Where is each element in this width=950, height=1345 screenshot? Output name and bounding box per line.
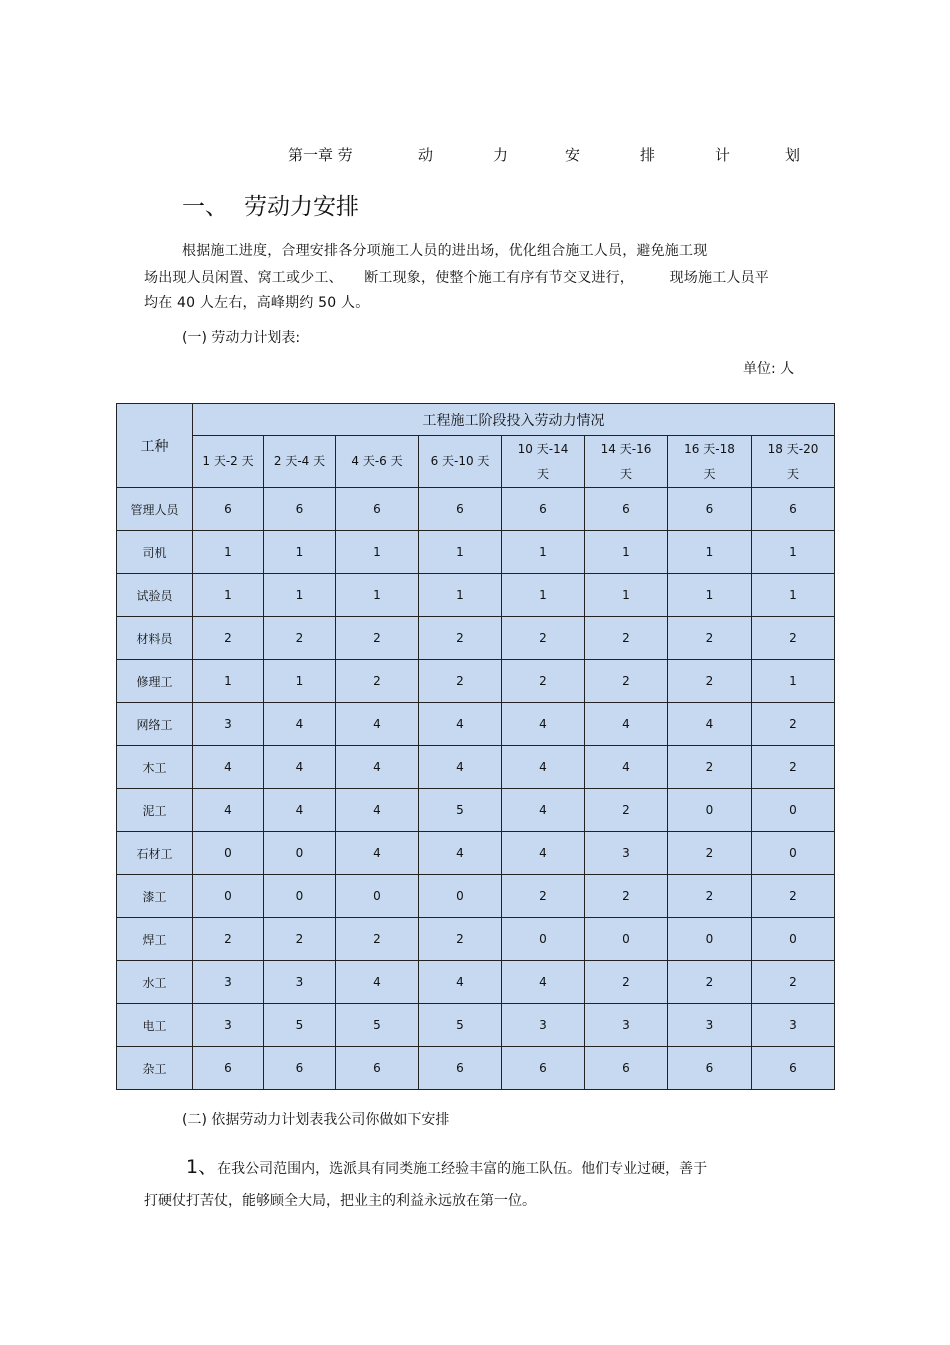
headcount-cell: 5: [336, 1004, 419, 1047]
headcount-cell: 6: [193, 488, 264, 531]
headcount-cell: 4: [193, 746, 264, 789]
period-header: [502, 436, 585, 488]
period-header: [193, 436, 264, 488]
headcount-cell: 2: [502, 660, 585, 703]
headcount-cell: 0: [668, 789, 752, 832]
table-row: [117, 703, 835, 746]
headcount-cell: 4: [419, 832, 502, 875]
group-header: 工程施工阶段投入劳动力情况: [193, 404, 835, 436]
trade-column-header: 工种: [117, 404, 193, 488]
chapter-title-char: 力: [493, 146, 509, 164]
subsection-heading: (一) 劳动力计划表:: [182, 330, 301, 346]
trade-name-cell: 电工: [117, 1004, 193, 1047]
headcount-cell: 0: [193, 875, 264, 918]
headcount-cell: 3: [193, 703, 264, 746]
headcount-cell: 1: [419, 574, 502, 617]
headcount-cell: 3: [264, 961, 336, 1004]
period-header: [336, 436, 419, 488]
headcount-cell: 2: [752, 617, 835, 660]
intro-line: 均在 40 人左右，高峰期约 50 人。: [144, 295, 370, 311]
headcount-cell: 2: [419, 617, 502, 660]
subsection-heading: (二) 依据劳动力计划表我公司你做如下安排: [182, 1112, 450, 1128]
trade-name-cell: 水工: [117, 961, 193, 1004]
table-row: [117, 1047, 835, 1090]
headcount-cell: 1: [585, 531, 668, 574]
headcount-cell: 6: [264, 1047, 336, 1090]
headcount-cell: 5: [419, 789, 502, 832]
headcount-cell: 2: [585, 617, 668, 660]
headcount-cell: 4: [502, 961, 585, 1004]
headcount-cell: 4: [502, 703, 585, 746]
item-text: 在我公司范围内，选派具有同类施工经验丰富的施工队伍。他们专业过硬，善于: [217, 1161, 708, 1177]
headcount-cell: 4: [585, 746, 668, 789]
headcount-cell: 2: [585, 875, 668, 918]
headcount-cell: 4: [336, 789, 419, 832]
trade-name-cell: 杂工: [117, 1047, 193, 1090]
headcount-cell: 3: [193, 1004, 264, 1047]
headcount-cell: 2: [193, 617, 264, 660]
headcount-cell: 2: [336, 617, 419, 660]
headcount-cell: 4: [419, 746, 502, 789]
intro-line: 场出现人员闲置、窝工或少工、 断工现象，使整个施工有序有节交叉进行， 现场施工人员平: [144, 270, 769, 286]
headcount-cell: 0: [502, 918, 585, 961]
headcount-cell: 2: [585, 961, 668, 1004]
table-row: [117, 488, 835, 531]
headcount-cell: 1: [336, 574, 419, 617]
section-heading: [182, 188, 359, 221]
headcount-cell: 1: [752, 574, 835, 617]
item-1-line: [186, 1152, 707, 1179]
table-row: [117, 660, 835, 703]
headcount-cell: 3: [585, 1004, 668, 1047]
trade-name-cell: 焊工: [117, 918, 193, 961]
labor-plan-table: [116, 403, 835, 1090]
headcount-cell: 2: [752, 875, 835, 918]
headcount-cell: 2: [264, 918, 336, 961]
headcount-cell: 6: [264, 488, 336, 531]
trade-name-cell: 石材工: [117, 832, 193, 875]
headcount-cell: 0: [264, 832, 336, 875]
headcount-cell: 4: [264, 789, 336, 832]
period-header: [585, 436, 668, 488]
headcount-cell: 1: [193, 660, 264, 703]
chapter-title-char: 动: [418, 146, 434, 164]
headcount-cell: 2: [668, 660, 752, 703]
period-header: [419, 436, 502, 488]
headcount-cell: 2: [264, 617, 336, 660]
headcount-cell: 6: [752, 1047, 835, 1090]
headcount-cell: 1: [336, 531, 419, 574]
table-row: [117, 617, 835, 660]
trade-name-cell: 材料员: [117, 617, 193, 660]
headcount-cell: 4: [668, 703, 752, 746]
headcount-cell: 5: [419, 1004, 502, 1047]
table-row: [117, 961, 835, 1004]
chapter-title-char: 划: [785, 146, 801, 164]
unit-label: 单位: 人: [743, 361, 795, 377]
trade-name-cell: 漆工: [117, 875, 193, 918]
chapter-title-char: 第一章 劳: [288, 146, 353, 164]
period-header: [668, 436, 752, 488]
headcount-cell: 1: [585, 574, 668, 617]
headcount-cell: 6: [668, 488, 752, 531]
headcount-cell: 2: [336, 918, 419, 961]
headcount-cell: 4: [336, 961, 419, 1004]
headcount-cell: 2: [668, 832, 752, 875]
table-row: [117, 789, 835, 832]
headcount-cell: 0: [419, 875, 502, 918]
headcount-cell: 5: [264, 1004, 336, 1047]
period-label-line1: 4 天-6 天: [351, 454, 403, 468]
headcount-cell: 1: [752, 660, 835, 703]
period-label-line1: 6 天-10 天: [430, 454, 490, 468]
headcount-cell: 4: [264, 746, 336, 789]
period-label-line1: 1 天-2 天: [202, 454, 254, 468]
headcount-cell: 6: [502, 1047, 585, 1090]
item-number: 1、: [186, 1156, 218, 1178]
period-label-line1: 16 天-18: [684, 441, 735, 456]
period-label-line1: 2 天-4 天: [273, 454, 326, 468]
headcount-cell: 6: [419, 1047, 502, 1090]
headcount-cell: 4: [585, 703, 668, 746]
headcount-cell: 6: [193, 1047, 264, 1090]
item-1-line: 打硬仗打苦仗，能够顾全大局，把业主的利益永远放在第一位。: [144, 1193, 536, 1209]
table-row: [117, 875, 835, 918]
period-label-line1: 18 天-20: [767, 441, 819, 456]
headcount-cell: 2: [668, 875, 752, 918]
headcount-cell: 3: [502, 1004, 585, 1047]
headcount-cell: 1: [752, 531, 835, 574]
section-title: 劳动力安排: [244, 194, 359, 220]
headcount-cell: 2: [752, 703, 835, 746]
headcount-cell: 2: [585, 789, 668, 832]
headcount-cell: 4: [502, 746, 585, 789]
headcount-cell: 4: [502, 789, 585, 832]
headcount-cell: 2: [752, 961, 835, 1004]
headcount-cell: 6: [585, 1047, 668, 1090]
headcount-cell: 2: [193, 918, 264, 961]
headcount-cell: 0: [193, 832, 264, 875]
headcount-cell: 0: [585, 918, 668, 961]
headcount-cell: 2: [419, 918, 502, 961]
headcount-cell: 4: [502, 832, 585, 875]
headcount-cell: 1: [193, 574, 264, 617]
headcount-cell: 2: [668, 746, 752, 789]
headcount-cell: 1: [668, 574, 752, 617]
period-label-line2: 天: [786, 466, 799, 481]
headcount-cell: 2: [502, 875, 585, 918]
intro-line: 根据施工进度，合理安排各分项施工人员的进出场，优化组合施工人员，避免施工现: [182, 243, 708, 259]
period-label-line1: 10 天-14: [517, 441, 569, 456]
table-row: [117, 832, 835, 875]
headcount-cell: 6: [585, 488, 668, 531]
headcount-cell: 3: [585, 832, 668, 875]
trade-name-cell: 木工: [117, 746, 193, 789]
table-row: [117, 1004, 835, 1047]
headcount-cell: 4: [336, 832, 419, 875]
chapter-title-char: 计: [715, 146, 731, 164]
headcount-cell: 1: [264, 574, 336, 617]
headcount-cell: 1: [193, 531, 264, 574]
headcount-cell: 1: [502, 574, 585, 617]
headcount-cell: 0: [752, 918, 835, 961]
headcount-cell: 0: [752, 832, 835, 875]
section-number: 一、: [182, 194, 228, 220]
trade-name-cell: 修理工: [117, 660, 193, 703]
headcount-cell: 6: [668, 1047, 752, 1090]
headcount-cell: 1: [264, 531, 336, 574]
period-label-line2: 天: [703, 466, 716, 481]
period-label-line2: 天: [536, 466, 549, 481]
headcount-cell: 1: [668, 531, 752, 574]
headcount-cell: 1: [264, 660, 336, 703]
headcount-cell: 4: [193, 789, 264, 832]
table-row: [117, 531, 835, 574]
headcount-cell: 0: [668, 918, 752, 961]
chapter-title: [288, 144, 800, 165]
headcount-cell: 1: [502, 531, 585, 574]
headcount-cell: 4: [336, 746, 419, 789]
headcount-cell: 6: [336, 1047, 419, 1090]
headcount-cell: 2: [668, 961, 752, 1004]
table-row: [117, 574, 835, 617]
headcount-cell: 3: [193, 961, 264, 1004]
headcount-cell: 2: [502, 617, 585, 660]
headcount-cell: 3: [752, 1004, 835, 1047]
headcount-cell: 0: [264, 875, 336, 918]
table-row: [117, 746, 835, 789]
trade-name-cell: 司机: [117, 531, 193, 574]
trade-name-cell: 泥工: [117, 789, 193, 832]
headcount-cell: 4: [264, 703, 336, 746]
headcount-cell: 2: [752, 746, 835, 789]
headcount-cell: 0: [752, 789, 835, 832]
trade-name-cell: 试验员: [117, 574, 193, 617]
headcount-cell: 3: [668, 1004, 752, 1047]
period-header: [264, 436, 336, 488]
headcount-cell: 4: [419, 703, 502, 746]
chapter-title-char: 排: [640, 146, 656, 164]
period-header: [752, 436, 835, 488]
chapter-title-char: 安: [565, 146, 581, 164]
headcount-cell: 2: [668, 617, 752, 660]
period-label-line1: 14 天-16: [600, 441, 652, 456]
trade-name-cell: 管理人员: [117, 488, 193, 531]
headcount-cell: 4: [419, 961, 502, 1004]
headcount-cell: 6: [336, 488, 419, 531]
headcount-cell: 2: [419, 660, 502, 703]
headcount-cell: 2: [585, 660, 668, 703]
headcount-cell: 4: [336, 703, 419, 746]
headcount-cell: 1: [419, 531, 502, 574]
headcount-cell: 6: [502, 488, 585, 531]
headcount-cell: 6: [752, 488, 835, 531]
table-row: [117, 918, 835, 961]
period-label-line2: 天: [619, 466, 632, 481]
headcount-cell: 0: [336, 875, 419, 918]
headcount-cell: 2: [336, 660, 419, 703]
trade-name-cell: 网络工: [117, 703, 193, 746]
headcount-cell: 6: [419, 488, 502, 531]
